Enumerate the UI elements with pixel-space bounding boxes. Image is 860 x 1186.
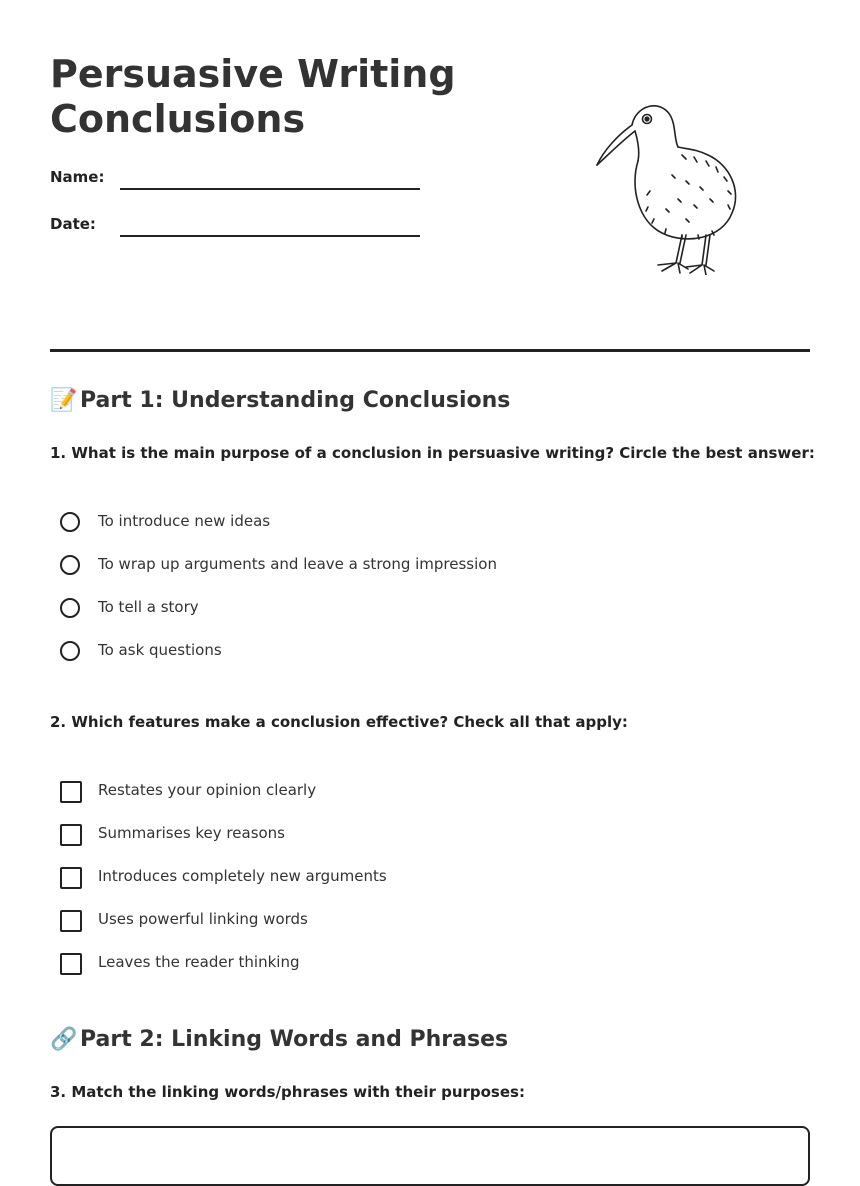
- option-label: To introduce new ideas: [98, 512, 271, 530]
- q1-option-3[interactable]: [60, 596, 800, 622]
- q2-option-3[interactable]: [60, 865, 800, 891]
- date-label: Date:: [50, 215, 96, 233]
- worksheet-page: [50, 0, 815, 1101]
- option-label: To wrap up arguments and leave a strong impression: [98, 555, 497, 573]
- option-label: Uses powerful linking words: [98, 910, 308, 928]
- question-2: 2. Which features make a conclusion effective? Check all that apply:: [50, 713, 628, 731]
- date-line[interactable]: [120, 235, 420, 237]
- worksheet-header: [50, 0, 810, 352]
- matching-box: [50, 1126, 810, 1186]
- radio-circle-icon[interactable]: [60, 598, 80, 618]
- checkbox-icon[interactable]: [60, 910, 82, 932]
- title-line-1: Persuasive Writing: [50, 52, 456, 96]
- q1-option-2[interactable]: [60, 553, 800, 579]
- part-2-heading: [50, 1027, 508, 1052]
- q2-option-1[interactable]: [60, 779, 800, 805]
- option-label: Leaves the reader thinking: [98, 953, 300, 971]
- part-2-title: Part 2: Linking Words and Phrases: [80, 1027, 509, 1052]
- header-divider: [50, 349, 810, 352]
- q2-option-2[interactable]: [60, 822, 800, 848]
- question-1: 1. What is the main purpose of a conclusion in persuasive writing? Circle the best answer:: [50, 444, 815, 462]
- name-field[interactable]: [50, 160, 420, 190]
- option-label: Restates your opinion clearly: [98, 781, 317, 799]
- date-field[interactable]: [50, 207, 420, 237]
- checkbox-icon[interactable]: [60, 824, 82, 846]
- q2-option-4[interactable]: [60, 908, 800, 934]
- radio-circle-icon[interactable]: [60, 512, 80, 532]
- name-label: Name:: [50, 168, 105, 186]
- option-label: To ask questions: [98, 641, 222, 659]
- question-3: 3. Match the linking words/phrases with their purposes:: [50, 1083, 525, 1101]
- checkbox-icon[interactable]: [60, 953, 82, 975]
- option-label: Summarises key reasons: [98, 824, 286, 842]
- option-label: To tell a story: [98, 598, 199, 616]
- radio-circle-icon[interactable]: [60, 641, 80, 661]
- title-line-2: Conclusions: [50, 97, 306, 141]
- q2-option-5[interactable]: [60, 951, 800, 977]
- checkbox-icon[interactable]: [60, 867, 82, 889]
- name-line[interactable]: [120, 188, 420, 190]
- link-icon: 🔗: [50, 1027, 78, 1052]
- q1-option-1[interactable]: [60, 510, 800, 536]
- radio-circle-icon[interactable]: [60, 555, 80, 575]
- q1-option-4[interactable]: [60, 639, 800, 665]
- checkbox-icon[interactable]: [60, 781, 82, 803]
- option-label: Introduces completely new arguments: [98, 867, 387, 885]
- part-1-heading: [50, 388, 510, 413]
- memo-icon: 📝: [50, 388, 78, 413]
- page-title: [50, 52, 570, 142]
- kiwi-bird-icon: [590, 95, 750, 275]
- part-1-title: Part 1: Understanding Conclusions: [80, 388, 511, 413]
